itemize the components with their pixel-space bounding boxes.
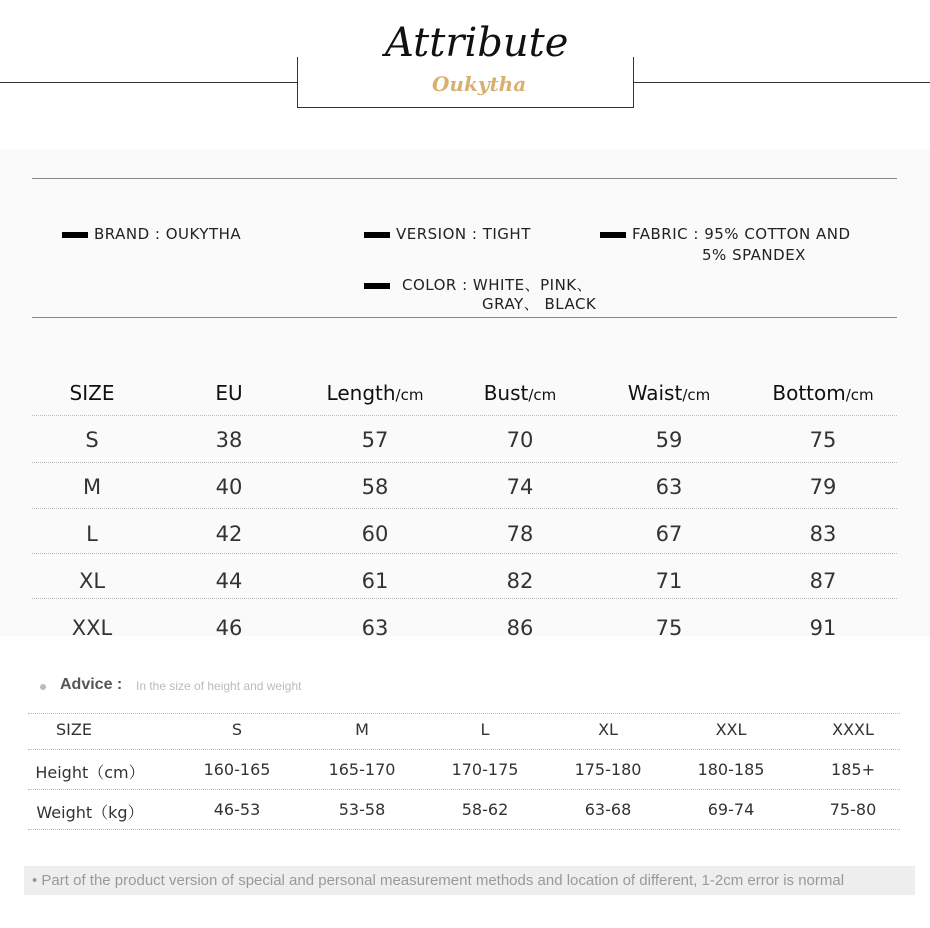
bullet-bar-icon [364,232,390,238]
advice-header: XXL [715,720,747,739]
advice-cell: 175-180 [574,760,642,779]
table-cell: 40 [215,475,243,499]
table-cell: M [82,475,102,499]
table-cell: 78 [506,522,534,546]
advice-header: XXXL [832,720,874,739]
dotted-divider [32,508,897,509]
advice-header: M [355,720,369,739]
table-cell: 63 [655,475,683,499]
column-header [484,381,557,405]
table-cell: 60 [361,522,389,546]
table-cell: 63 [361,616,389,640]
table-cell: 59 [655,428,683,452]
column-header [772,381,873,405]
table-cell: 61 [361,569,389,593]
advice-cell: 185+ [831,760,875,779]
column-header [70,381,115,405]
table-cell: XL [78,569,106,593]
column-header-unit: /cm [682,386,711,404]
dotted-divider [28,749,900,750]
divider [32,317,897,318]
attr-brand [62,224,241,245]
column-header [628,381,711,405]
column-header [327,381,424,405]
bullet-bar-icon [62,232,88,238]
table-cell: 70 [506,428,534,452]
attr-color-text: COLOR : WHITE、PINK、 [402,276,593,294]
table-cell: 82 [506,569,534,593]
table-cell: 79 [809,475,837,499]
advice-cell: Height（cm） [35,763,145,782]
table-cell: S [85,428,99,452]
dotted-divider [32,462,897,463]
attr-color-text-2: GRAY、 BLACK [482,295,597,313]
attr-color [364,276,596,314]
bullet-dot-icon [40,684,46,690]
divider [32,178,897,179]
column-header [215,381,242,405]
advice-cell: 165-170 [328,760,396,779]
advice-subtitle: In the size of height and weight [136,679,302,693]
divider [634,82,930,83]
table-cell: 71 [655,569,683,593]
table-cell: 46 [215,616,243,640]
bullet-bar-icon [600,232,626,238]
attr-brand-text: BRAND : OUKYTHA [94,225,242,243]
attr-version-text: VERSION : TIGHT [396,225,531,243]
advice-cell: 170-175 [451,760,519,779]
dotted-divider [28,713,900,714]
table-cell: L [86,522,98,546]
column-header-unit: /cm [395,386,424,404]
bullet-bar-icon [364,283,390,289]
advice-cell: Weight（kg） [36,803,144,822]
table-cell: 75 [655,616,683,640]
dotted-divider [32,415,897,416]
table-cell: 91 [809,616,837,640]
table-cell: 58 [361,475,389,499]
dotted-divider [28,829,900,830]
table-cell: XXL [71,616,113,640]
column-header-label: Waist [627,381,683,405]
advice-header: S [231,720,243,739]
divider [0,82,297,83]
column-header-unit: /cm [845,386,874,404]
table-cell: 42 [215,522,243,546]
advice-label: Advice : [60,676,123,693]
table-cell: 67 [655,522,683,546]
column-header-label: SIZE [69,381,115,405]
advice-cell: 63-68 [584,800,632,819]
advice-cell: 58-62 [461,800,509,819]
column-header-label: Length [326,381,396,405]
column-header-label: Bottom [772,381,846,405]
table-cell: 38 [215,428,243,452]
attr-version [364,224,531,245]
advice-header: SIZE [56,720,92,739]
dotted-divider [28,789,900,790]
table-cell: 74 [506,475,534,499]
advice-header: XL [598,720,618,739]
table-cell: 86 [506,616,534,640]
attr-fabric-text-2: 5% SPANDEX [702,246,806,264]
column-header-unit: /cm [528,386,557,404]
advice-cell: 75-80 [829,800,877,819]
advice-cell: 53-58 [338,800,386,819]
table-cell: 75 [809,428,837,452]
advice-cell: 46-53 [213,800,261,819]
dotted-divider [32,553,897,554]
dotted-divider [32,598,897,599]
advice-cell: 160-165 [203,760,271,779]
column-header-label: EU [215,381,243,405]
advice-cell: 180-185 [697,760,765,779]
attr-fabric [600,224,851,266]
table-cell: 87 [809,569,837,593]
advice-header: L [480,720,490,739]
measurement-note: • Part of the product version of special and personal measurement methods and location of different, 1-2cm error is normal [24,866,915,895]
advice-cell: 69-74 [707,800,755,819]
attr-fabric-text: FABRIC : 95% COTTON AND [632,225,851,243]
table-cell: 44 [215,569,243,593]
column-header-label: Bust [483,381,529,405]
brand-logo-text: Oukytha [432,72,527,96]
table-cell: 83 [809,522,837,546]
table-cell: 57 [361,428,389,452]
section-title: Attribute [385,20,569,66]
